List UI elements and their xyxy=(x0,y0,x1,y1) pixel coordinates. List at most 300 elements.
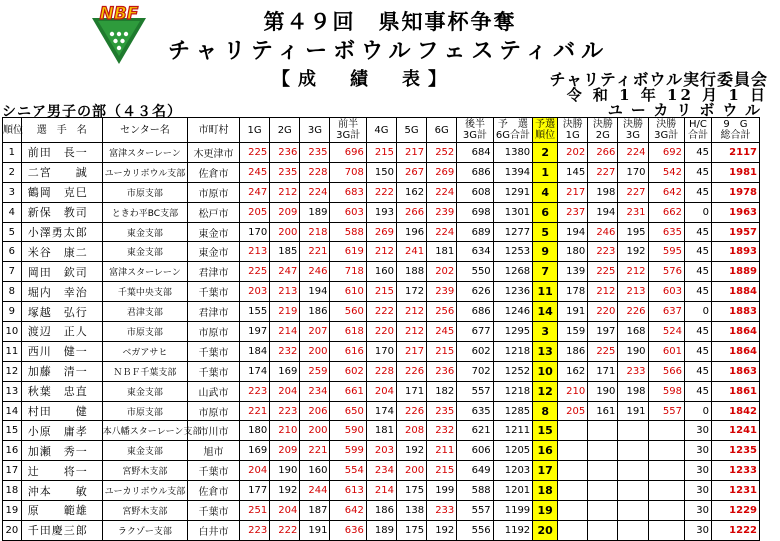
game-score: 171 xyxy=(397,381,427,401)
second-half-total: 702 xyxy=(457,361,493,381)
second-half-total: 698 xyxy=(457,202,493,222)
final-game-score: 233 xyxy=(618,361,648,381)
final-total xyxy=(648,501,684,521)
game-score: 170 xyxy=(240,222,270,242)
game-score: 204 xyxy=(270,501,300,521)
final-game-score: 198 xyxy=(588,182,618,202)
player-name: 堀内 幸治 xyxy=(21,282,102,302)
second-half-total: 677 xyxy=(457,322,493,342)
table-row xyxy=(3,401,760,421)
city-name: 佐倉市 xyxy=(188,481,240,501)
game-score: 211 xyxy=(427,441,457,461)
rank-cell: 19 xyxy=(3,501,22,521)
game-score: 200 xyxy=(270,222,300,242)
rank-cell: 12 xyxy=(3,361,22,381)
handicap-total: 45 xyxy=(684,242,711,262)
game-score: 266 xyxy=(397,202,427,222)
grand-total: 1229 xyxy=(711,501,759,521)
first-half-total: 683 xyxy=(330,182,366,202)
final-game-score: 198 xyxy=(618,381,648,401)
final-game-score: 168 xyxy=(618,322,648,342)
handicap-total: 45 xyxy=(684,182,711,202)
center-name: 君津支部 xyxy=(102,302,187,322)
grand-total: 1884 xyxy=(711,282,759,302)
game-score: 206 xyxy=(300,401,330,421)
final-total xyxy=(648,441,684,461)
game-score: 256 xyxy=(427,302,457,322)
qualifying-total: 1285 xyxy=(493,401,533,421)
game-score: 224 xyxy=(300,182,330,202)
game-score: 235 xyxy=(270,162,300,182)
game-score: 160 xyxy=(366,262,396,282)
grand-total: 1231 xyxy=(711,481,759,501)
header-cell: 1G xyxy=(240,118,270,143)
game-score: 181 xyxy=(366,421,396,441)
player-name: 村田 健 xyxy=(21,401,102,421)
final-game-score xyxy=(618,520,648,540)
table-row xyxy=(3,222,760,242)
game-score: 192 xyxy=(270,481,300,501)
qualifying-rank: 18 xyxy=(533,481,558,501)
final-total: 557 xyxy=(648,401,684,421)
game-score: 212 xyxy=(366,242,396,262)
final-game-score: 225 xyxy=(588,341,618,361)
results-label: 【成 績 表】 xyxy=(272,69,454,90)
game-score: 212 xyxy=(270,182,300,202)
first-half-total: 610 xyxy=(330,282,366,302)
game-score: 245 xyxy=(240,162,270,182)
rank-cell: 17 xyxy=(3,461,22,481)
player-name: 鶴岡 克巳 xyxy=(21,182,102,202)
header-cell: 後半 3G計 xyxy=(457,118,493,143)
game-score: 236 xyxy=(427,361,457,381)
final-game-score: 139 xyxy=(558,262,588,282)
handicap-total: 45 xyxy=(684,282,711,302)
game-score: 191 xyxy=(300,520,330,540)
qualifying-rank: 10 xyxy=(533,361,558,381)
city-name: 佐倉市 xyxy=(188,162,240,182)
center-name: 市原支部 xyxy=(102,182,187,202)
qualifying-rank: 12 xyxy=(533,381,558,401)
second-half-total: 606 xyxy=(457,441,493,461)
table-row xyxy=(3,143,760,163)
game-score: 241 xyxy=(397,242,427,262)
game-score: 269 xyxy=(427,162,457,182)
game-score: 235 xyxy=(427,401,457,421)
table-row xyxy=(3,421,760,441)
game-score: 232 xyxy=(427,421,457,441)
player-name: 岡田 欽司 xyxy=(21,262,102,282)
table-row xyxy=(3,341,760,361)
player-name: 秋葉 忠直 xyxy=(21,381,102,401)
game-score: 228 xyxy=(300,162,330,182)
first-half-total: 590 xyxy=(330,421,366,441)
header-cell: 決勝 3G計 xyxy=(648,118,684,143)
game-score: 213 xyxy=(240,242,270,262)
qualifying-total: 1199 xyxy=(493,501,533,521)
city-name: 白井市 xyxy=(188,520,240,540)
game-score: 269 xyxy=(366,222,396,242)
qualifying-total: 1291 xyxy=(493,182,533,202)
city-name: 旭市 xyxy=(188,441,240,461)
qualifying-rank: 4 xyxy=(533,182,558,202)
game-score: 239 xyxy=(427,282,457,302)
final-game-score: 190 xyxy=(618,341,648,361)
game-score: 215 xyxy=(366,143,396,163)
game-score: 210 xyxy=(270,421,300,441)
final-game-score: 197 xyxy=(588,322,618,342)
city-name: 千葉市 xyxy=(188,461,240,481)
first-half-total: 718 xyxy=(330,262,366,282)
game-score: 221 xyxy=(300,242,330,262)
game-score: 138 xyxy=(397,501,427,521)
qualifying-total: 1246 xyxy=(493,302,533,322)
game-score: 217 xyxy=(397,341,427,361)
game-score: 184 xyxy=(240,341,270,361)
handicap-total: 45 xyxy=(684,143,711,163)
handicap-total: 0 xyxy=(684,302,711,322)
game-score: 225 xyxy=(240,262,270,282)
player-name: 原 範雄 xyxy=(21,501,102,521)
player-name: 小澤勇太郎 xyxy=(21,222,102,242)
player-name: 加瀬 秀一 xyxy=(21,441,102,461)
final-game-score: 231 xyxy=(618,202,648,222)
table-row xyxy=(3,322,760,342)
header-cell: センター名 xyxy=(102,118,187,143)
qualifying-total: 1380 xyxy=(493,143,533,163)
final-game-score: 266 xyxy=(588,143,618,163)
game-score: 223 xyxy=(240,520,270,540)
rank-cell: 13 xyxy=(3,381,22,401)
game-score: 177 xyxy=(240,481,270,501)
grand-total: 1863 xyxy=(711,361,759,381)
rank-cell: 14 xyxy=(3,401,22,421)
final-game-score xyxy=(558,481,588,501)
player-name: 米谷 康二 xyxy=(21,242,102,262)
final-total: 524 xyxy=(648,322,684,342)
second-half-total: 689 xyxy=(457,222,493,242)
first-half-total: 650 xyxy=(330,401,366,421)
final-game-score xyxy=(588,441,618,461)
second-half-total: 588 xyxy=(457,481,493,501)
second-half-total: 550 xyxy=(457,262,493,282)
final-total: 637 xyxy=(648,302,684,322)
qualifying-total: 1394 xyxy=(493,162,533,182)
handicap-total: 45 xyxy=(684,361,711,381)
qualifying-rank: 16 xyxy=(533,441,558,461)
game-score: 187 xyxy=(300,501,330,521)
game-score: 247 xyxy=(240,182,270,202)
game-score: 162 xyxy=(397,182,427,202)
city-name: 山武市 xyxy=(188,381,240,401)
player-name: 新保 教司 xyxy=(21,202,102,222)
final-total: 601 xyxy=(648,341,684,361)
game-score: 192 xyxy=(427,520,457,540)
grand-total: 2117 xyxy=(711,143,759,163)
final-total: 598 xyxy=(648,381,684,401)
second-half-total: 686 xyxy=(457,302,493,322)
game-score: 188 xyxy=(397,262,427,282)
qualifying-total: 1192 xyxy=(493,520,533,540)
game-score: 212 xyxy=(397,322,427,342)
final-game-score: 194 xyxy=(558,222,588,242)
city-name: 東金市 xyxy=(188,222,240,242)
second-half-total: 684 xyxy=(457,143,493,163)
second-half-total: 608 xyxy=(457,182,493,202)
table-row xyxy=(3,282,760,302)
player-name: 加藤 清一 xyxy=(21,361,102,381)
header-cell: 6G xyxy=(427,118,457,143)
header-cell: 予選 順位 xyxy=(533,118,558,143)
table-row xyxy=(3,381,760,401)
header-cell: 決勝 1G xyxy=(558,118,588,143)
game-score: 169 xyxy=(270,361,300,381)
center-name: 宮野木支部 xyxy=(102,501,187,521)
game-score: 203 xyxy=(240,282,270,302)
rank-cell: 9 xyxy=(3,302,22,322)
final-game-score: 192 xyxy=(618,242,648,262)
final-game-score: 226 xyxy=(618,302,648,322)
final-game-score xyxy=(558,501,588,521)
game-score: 181 xyxy=(427,242,457,262)
city-name: 君津市 xyxy=(188,262,240,282)
final-game-score: 194 xyxy=(588,202,618,222)
qualifying-total: 1201 xyxy=(493,481,533,501)
game-score: 190 xyxy=(270,461,300,481)
first-half-total: 661 xyxy=(330,381,366,401)
final-game-score: 190 xyxy=(588,381,618,401)
game-score: 175 xyxy=(397,520,427,540)
qualifying-total: 1253 xyxy=(493,242,533,262)
final-total: 635 xyxy=(648,222,684,242)
player-name: 辻 将一 xyxy=(21,461,102,481)
grand-total: 1864 xyxy=(711,341,759,361)
first-half-total: 696 xyxy=(330,143,366,163)
game-score: 155 xyxy=(240,302,270,322)
organizer: チャリティボウル実行委員会 xyxy=(549,70,768,89)
title-line2: チャリティーボウルフェスティバル xyxy=(168,38,610,64)
grand-total: 1889 xyxy=(711,262,759,282)
game-score: 169 xyxy=(240,441,270,461)
final-game-score: 220 xyxy=(588,302,618,322)
final-game-score xyxy=(618,461,648,481)
final-game-score: 213 xyxy=(618,282,648,302)
city-name: 松戸市 xyxy=(188,202,240,222)
qualifying-rank: 3 xyxy=(533,322,558,342)
table-row xyxy=(3,202,760,222)
game-score: 209 xyxy=(270,441,300,461)
game-score: 225 xyxy=(240,143,270,163)
game-score: 192 xyxy=(397,441,427,461)
handicap-total: 45 xyxy=(684,162,711,182)
player-name: 西川 健一 xyxy=(21,341,102,361)
table-row xyxy=(3,182,760,202)
game-score: 160 xyxy=(300,461,330,481)
game-score: 221 xyxy=(300,441,330,461)
final-total: 576 xyxy=(648,262,684,282)
grand-total: 1222 xyxy=(711,520,759,540)
first-half-total: 613 xyxy=(330,481,366,501)
first-half-total: 588 xyxy=(330,222,366,242)
final-game-score: 186 xyxy=(558,341,588,361)
game-score: 204 xyxy=(240,461,270,481)
rank-cell: 4 xyxy=(3,202,22,222)
game-score: 235 xyxy=(300,143,330,163)
qualifying-rank: 13 xyxy=(533,341,558,361)
second-half-total: 635 xyxy=(457,401,493,421)
center-name: ベガアサヒ xyxy=(102,341,187,361)
qualifying-total: 1252 xyxy=(493,361,533,381)
center-name: 東金支部 xyxy=(102,242,187,262)
city-name: 木更津市 xyxy=(188,143,240,163)
game-score: 251 xyxy=(240,501,270,521)
qualifying-rank: 15 xyxy=(533,421,558,441)
game-score: 236 xyxy=(270,143,300,163)
final-total xyxy=(648,421,684,441)
final-game-score: 210 xyxy=(558,381,588,401)
center-name: 市原支部 xyxy=(102,322,187,342)
final-game-score xyxy=(588,421,618,441)
qualifying-total: 1295 xyxy=(493,322,533,342)
handicap-total: 0 xyxy=(684,401,711,421)
game-score: 222 xyxy=(366,182,396,202)
handicap-total: 0 xyxy=(684,202,711,222)
center-name: 東金支部 xyxy=(102,441,187,461)
game-score: 246 xyxy=(300,262,330,282)
handicap-total: 30 xyxy=(684,481,711,501)
final-game-score: 202 xyxy=(558,143,588,163)
city-name: 千葉市 xyxy=(188,361,240,381)
final-game-score: 159 xyxy=(558,322,588,342)
handicap-total: 30 xyxy=(684,520,711,540)
header-cell: 選 手 名 xyxy=(21,118,102,143)
table-row xyxy=(3,162,760,182)
game-score: 209 xyxy=(270,202,300,222)
game-score: 222 xyxy=(270,520,300,540)
second-half-total: 621 xyxy=(457,421,493,441)
final-game-score xyxy=(588,520,618,540)
final-total xyxy=(648,520,684,540)
grand-total: 1978 xyxy=(711,182,759,202)
city-name: 君津市 xyxy=(188,302,240,322)
final-total: 603 xyxy=(648,282,684,302)
grand-total: 1981 xyxy=(711,162,759,182)
game-score: 215 xyxy=(427,461,457,481)
final-game-score: 227 xyxy=(588,162,618,182)
second-half-total: 557 xyxy=(457,381,493,401)
header-cell: 4G xyxy=(366,118,396,143)
grand-total: 1842 xyxy=(711,401,759,421)
game-score: 186 xyxy=(366,501,396,521)
game-score: 234 xyxy=(300,381,330,401)
table-row xyxy=(3,441,760,461)
game-score: 226 xyxy=(397,361,427,381)
city-name: 東金市 xyxy=(188,242,240,262)
city-name: 市原市 xyxy=(188,322,240,342)
handicap-total: 30 xyxy=(684,441,711,461)
qualifying-rank: 6 xyxy=(533,202,558,222)
center-name: 富津スターレーン xyxy=(102,262,187,282)
game-score: 259 xyxy=(300,361,330,381)
city-name: 千葉市 xyxy=(188,501,240,521)
game-score: 221 xyxy=(240,401,270,421)
game-score: 220 xyxy=(366,322,396,342)
qualifying-total: 1203 xyxy=(493,461,533,481)
rank-cell: 1 xyxy=(3,143,22,163)
player-name: 二宮 誠 xyxy=(21,162,102,182)
final-game-score: 171 xyxy=(588,361,618,381)
second-half-total: 626 xyxy=(457,282,493,302)
final-total: 542 xyxy=(648,162,684,182)
table-row xyxy=(3,361,760,381)
game-score: 217 xyxy=(397,143,427,163)
qualifying-total: 1218 xyxy=(493,341,533,361)
center-name: 千葉中央支部 xyxy=(102,282,187,302)
city-name: 市原市 xyxy=(188,182,240,202)
header-cell: 前半 3G計 xyxy=(330,118,366,143)
handicap-total: 45 xyxy=(684,322,711,342)
rank-cell: 6 xyxy=(3,242,22,262)
grand-total: 1235 xyxy=(711,441,759,461)
first-half-total: 708 xyxy=(330,162,366,182)
header-cell: H/C 合計 xyxy=(684,118,711,143)
game-score: 239 xyxy=(427,202,457,222)
rank-cell: 18 xyxy=(3,481,22,501)
rank-cell: 5 xyxy=(3,222,22,242)
second-half-total: 557 xyxy=(457,501,493,521)
first-half-total: 636 xyxy=(330,520,366,540)
final-total: 662 xyxy=(648,202,684,222)
player-name: 千田慶三郎 xyxy=(21,520,102,540)
qualifying-total: 1211 xyxy=(493,421,533,441)
final-game-score xyxy=(588,461,618,481)
table-row xyxy=(3,520,760,540)
game-score: 226 xyxy=(397,401,427,421)
handicap-total: 45 xyxy=(684,381,711,401)
final-game-score: 170 xyxy=(618,162,648,182)
header-cell: 順位 xyxy=(3,118,22,143)
game-score: 213 xyxy=(270,282,300,302)
final-game-score: 161 xyxy=(588,401,618,421)
final-game-score: 225 xyxy=(588,262,618,282)
table-row xyxy=(3,242,760,262)
rank-cell: 7 xyxy=(3,262,22,282)
final-game-score: 162 xyxy=(558,361,588,381)
grand-total: 1241 xyxy=(711,421,759,441)
game-score: 170 xyxy=(366,341,396,361)
player-name: 小原 庸孝 xyxy=(21,421,102,441)
game-score: 214 xyxy=(270,322,300,342)
final-game-score: 195 xyxy=(618,222,648,242)
city-name: 市原市 xyxy=(188,401,240,421)
game-score: 232 xyxy=(270,341,300,361)
player-name: 塚越 弘行 xyxy=(21,302,102,322)
header-cell: 市町村 xyxy=(188,118,240,143)
center-name: 市原支部 xyxy=(102,401,187,421)
game-score: 180 xyxy=(240,421,270,441)
final-game-score: 191 xyxy=(618,401,648,421)
rank-cell: 3 xyxy=(3,182,22,202)
qualifying-total: 1236 xyxy=(493,282,533,302)
handicap-total: 45 xyxy=(684,262,711,282)
game-score: 214 xyxy=(366,481,396,501)
game-score: 222 xyxy=(366,302,396,322)
game-score: 204 xyxy=(366,381,396,401)
table-header-row xyxy=(3,118,760,143)
second-half-total: 602 xyxy=(457,341,493,361)
game-score: 193 xyxy=(366,202,396,222)
final-game-score xyxy=(558,421,588,441)
